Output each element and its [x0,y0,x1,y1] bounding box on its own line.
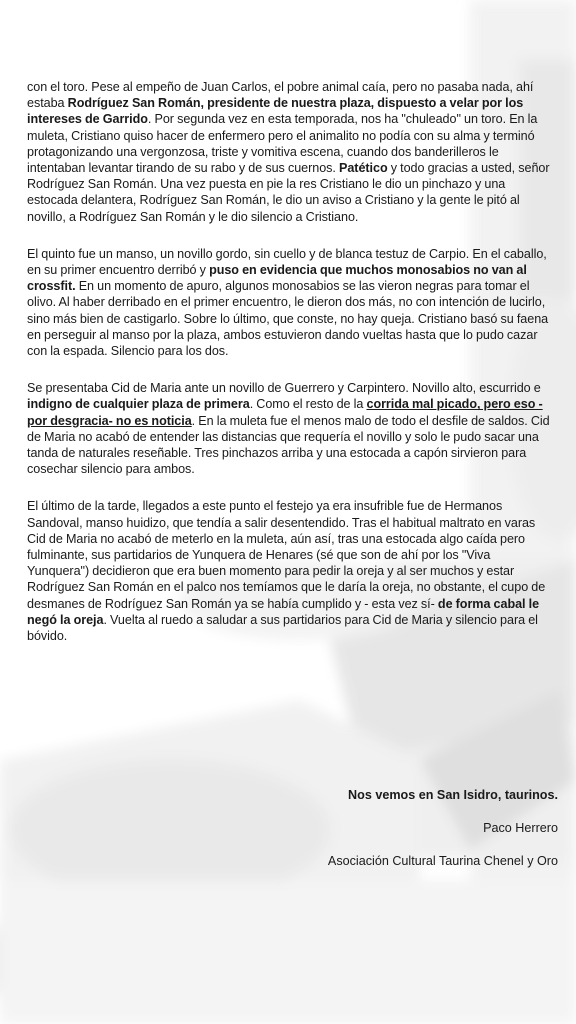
text-run: con el toro. Pese al empeño de Juan Carlos, el pobre animal caía, pero no pasaba nada, ahí estaba [27,80,534,111]
signoff: Nos vemos en San Isidro, taurinos. [348,788,558,802]
text-run: En un momento de apuro, algunos monosabios se las vieron negras para tomar el olivo. Al haber derribado en el primer encuentro, le dieron dos más, no con intención de lucirlo, sino más bien de castigarlo. Sobre lo último, que conste, no hay queja. Cristiano basó su faena en perseguir al manso por la plaza, ambos estuvieron dando vueltas hasta que lo pudo cazar con la espada. Silencio para los dos. [27,279,549,359]
text-run: El último de la tarde, llegados a este punto el festejo ya era insufrible fue de Hermanos Sandoval, manso huidizo, que tendía a salir desentendido. Tras el habitual maltrato en varas Cid de Maria no acabó de meterlo en la muleta, aún así, tras una estocada algo caída pero fulminante, sus partidarios de Yunquera de Henares (sé que son de ahí por los "Viva Yunquera") decidieron que era buen momento para pedir la oreja y al ser muchos y estar Rodríguez San Román en el palco nos temíamos que le daría la oreja, no obstante, el cupo de desmanes de Rodríguez San Román ya se había cumplido y - esta vez sí- [27,499,546,611]
underlined-emphasis: corrida mal picado, pero eso - por desgracia- no es noticia [27,397,543,428]
closing-block [328,787,558,886]
text-run: Se presentaba Cid de Maria ante un novillo de Guerrero y Carpintero. Novillo alto, escurrido e [27,381,541,396]
text-run: . En la muleta fue el menos malo de todo el desfile de saldos. Cid de Maria no acabó de entender las distancias que requería el novillo y solo le pudo sacar una tanda de naturales reseñable. Tres pinchazos arriba y una estocada a capón sirvieron para cosechar silencio para ambos. [27,413,550,477]
text-run: . Vuelta al ruedo a saludar a sus partidarios para Cid de Maria y silencio para el bóvido. [27,612,538,644]
paragraph [27,79,553,225]
text-run: . Por segunda vez en esta temporada, nos ha "chuleado" un toro. En la muleta, Cristiano quiso hacer de enfermero pero el animalito no podía con su alma y terminó protagonizando una vergonzosa, triste y vomitiva escena, cuando dos banderilleros le intentaban levantar tirando de su rabo y de sus cuernos. [27,112,538,176]
bold-emphasis: Rodríguez San Román, presidente de nuestra plaza, dispuesto a velar por los intereses de Garrido [27,96,524,127]
paragraph [27,246,553,359]
paragraph [27,498,553,644]
text-run: y todo gracias a usted, señor Rodríguez San Román. Una vez puesta en pie la res Cristiano le dio un pinchazo y una estocada delantera, Rodríguez San Román, le dio un aviso a Cristiano y la gente le pitó al novillo, a Rodríguez San Román y le dio silencio a Cristiano. [27,161,550,224]
text-run: . Como el resto de la [249,397,367,412]
text-run: El quinto fue un manso, un novillo gordo, sin cuello y de blanca testuz de Carpio. En el caballo, en su primer encuentro derribó y [27,246,547,278]
bold-emphasis: puso en evidencia que muchos monosabios no van al crossfit. [27,263,527,294]
bold-emphasis: Patético [339,161,388,176]
bold-emphasis: indigno de cualquier plaza de primera [27,397,250,412]
article-body [27,79,553,665]
paragraph [27,380,553,477]
organization-name: Asociación Cultural Taurina Chenel y Oro [327,854,558,868]
bold-emphasis: de forma cabal le negó la oreja [27,596,540,627]
author-name: Paco Herrero [483,821,558,835]
